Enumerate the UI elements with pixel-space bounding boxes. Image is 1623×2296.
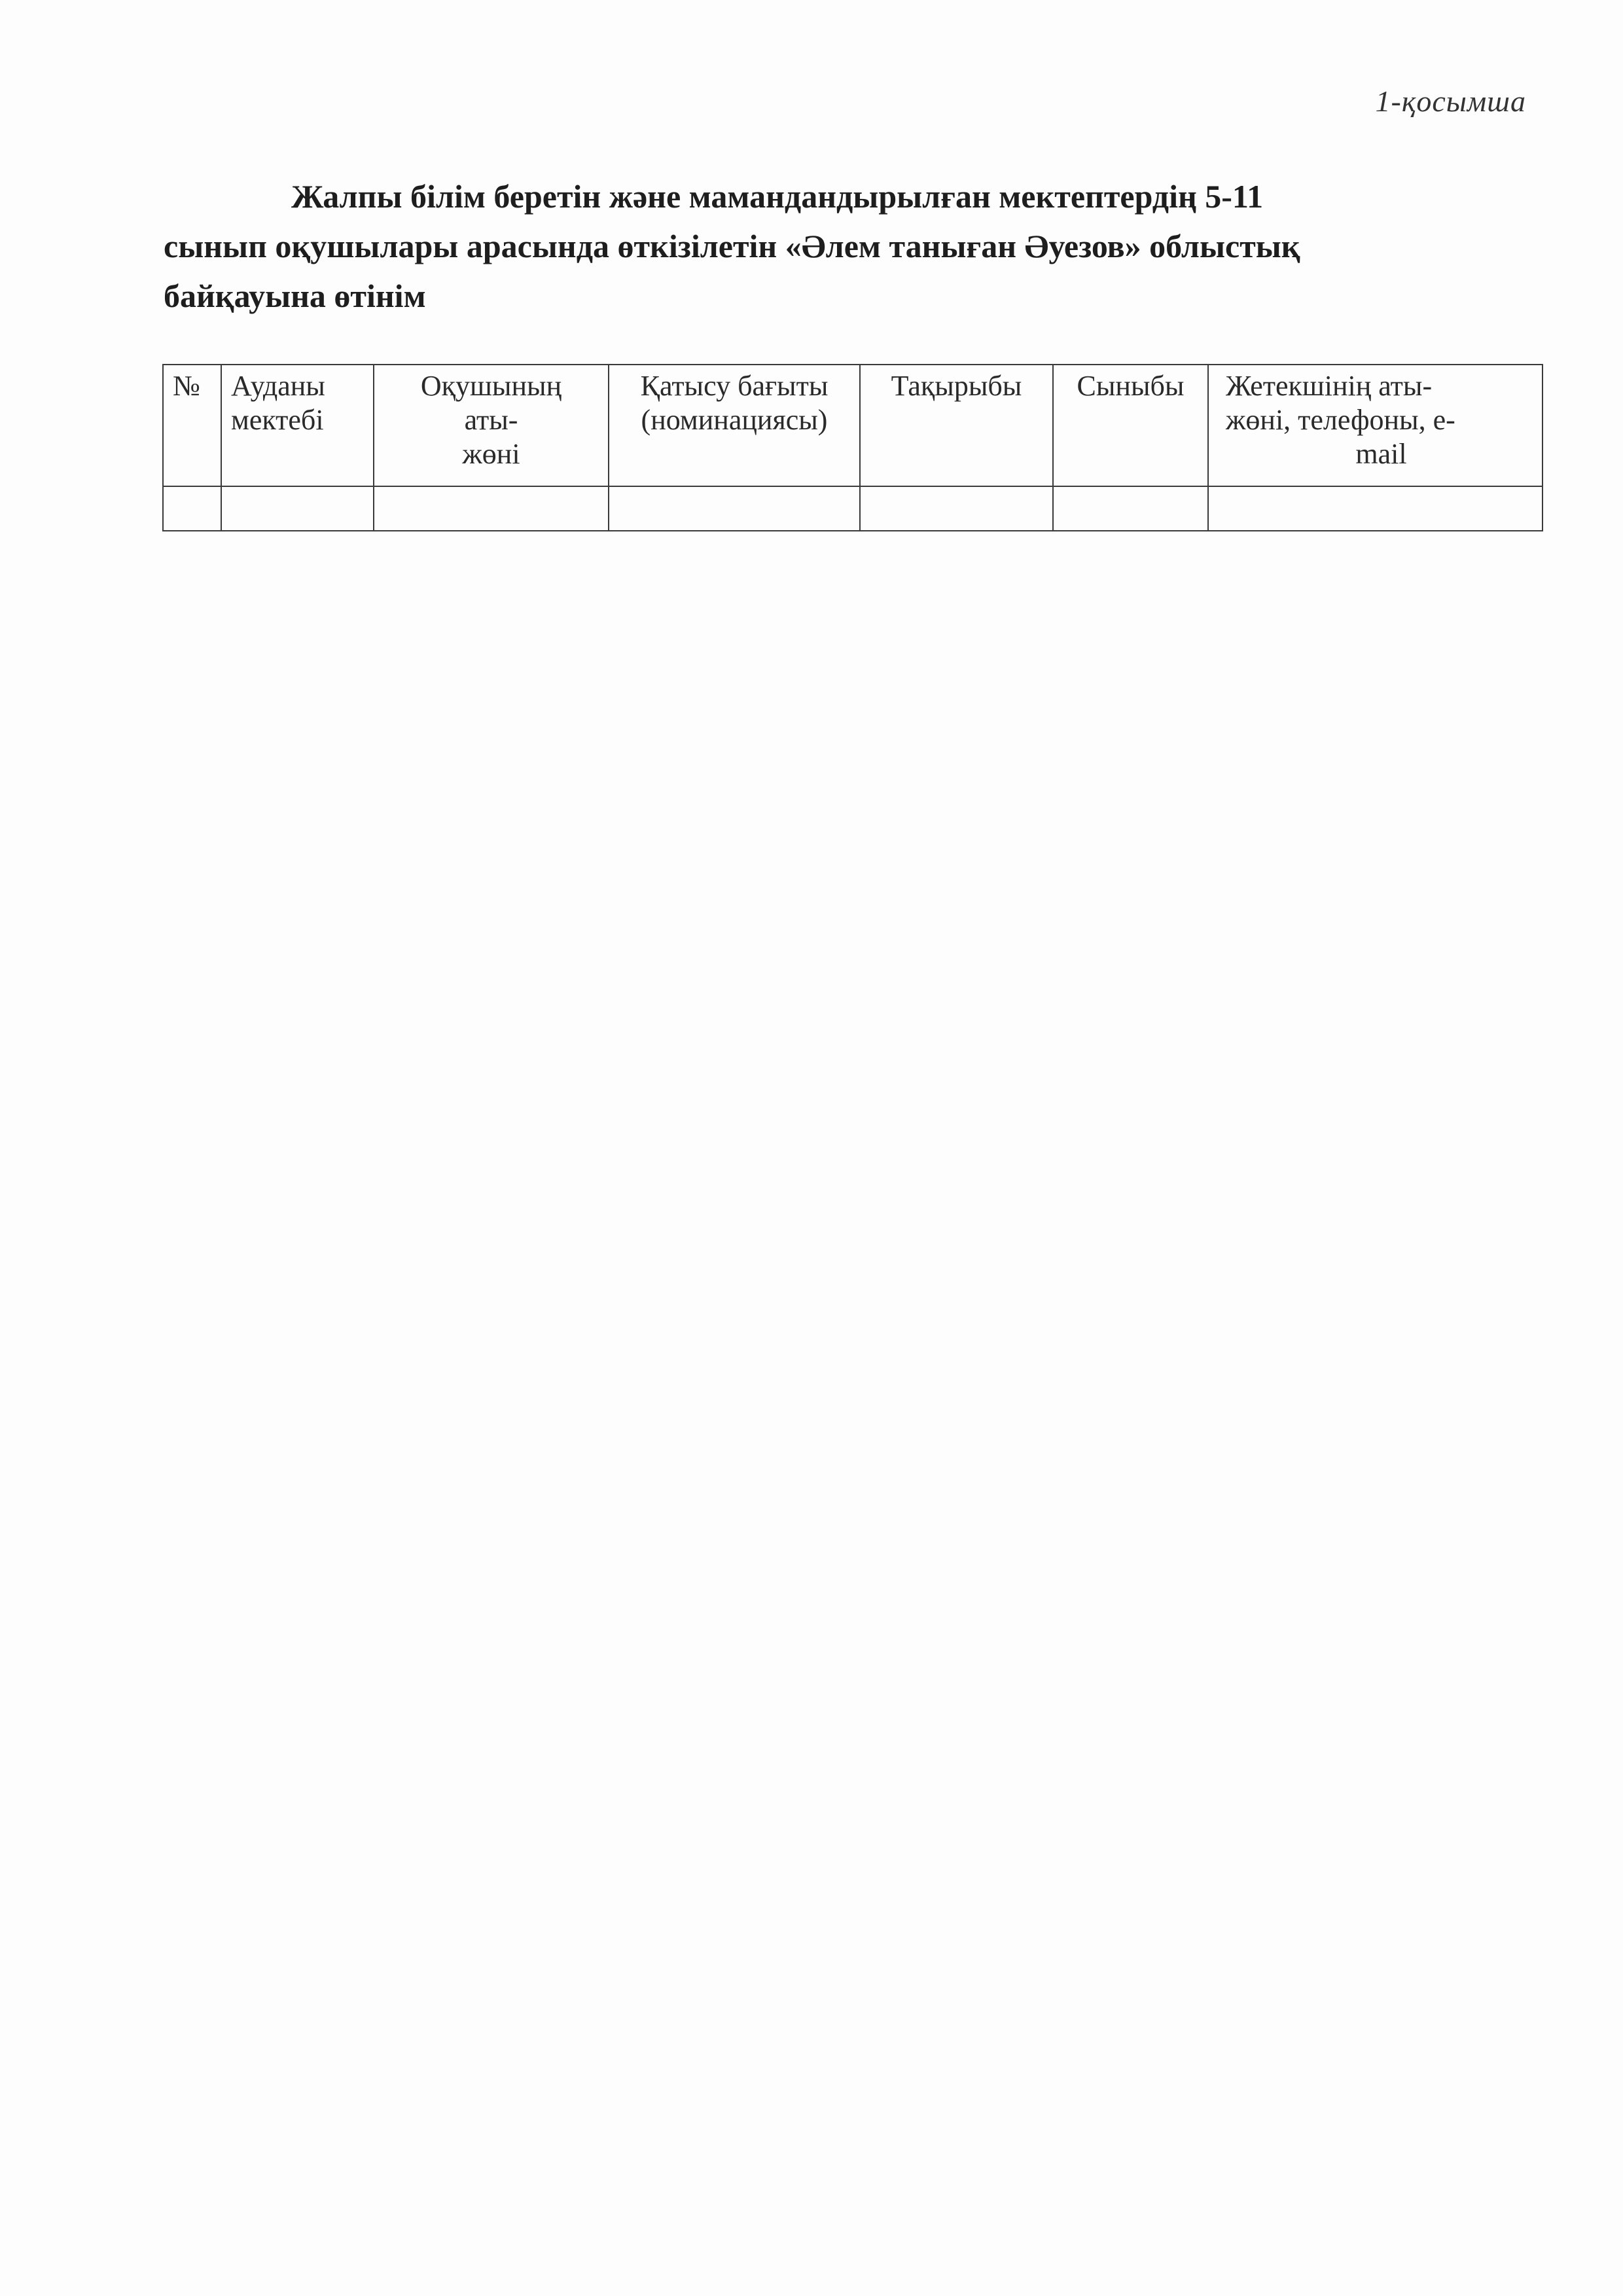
- column-header-district-school: Ауданы мектебі: [221, 365, 374, 486]
- application-table: [162, 364, 1543, 531]
- table-cell-district-school[interactable]: [221, 486, 374, 531]
- column-header-nomination: Қатысу бағыты (номинациясы): [609, 365, 860, 486]
- table-header-row: [163, 365, 1543, 486]
- column-header-topic: Тақырыбы: [860, 365, 1053, 486]
- column-header-grade: Сыныбы: [1053, 365, 1208, 486]
- column-header-supervisor: Жетекшінің аты- жөні, телефоны, e- mail: [1208, 365, 1543, 486]
- table-cell-student-name[interactable]: [374, 486, 609, 531]
- table-cell-nomination[interactable]: [609, 486, 860, 531]
- title-line-2: сынып оқушылары арасында өткізілетін «Әлем таныған Әуезов» облыстық: [164, 228, 1300, 264]
- document-title: [164, 171, 1512, 321]
- column-header-student-name: Оқушының аты- жөні: [374, 365, 609, 486]
- column-header-number: №: [163, 365, 221, 486]
- table-cell-supervisor[interactable]: [1208, 486, 1543, 531]
- table-row: [163, 486, 1543, 531]
- table-cell-number[interactable]: [163, 486, 221, 531]
- table-cell-topic[interactable]: [860, 486, 1053, 531]
- table-cell-grade[interactable]: [1053, 486, 1208, 531]
- title-line-3: байқауына өтінім: [164, 278, 426, 314]
- annex-label: 1-қосымша: [1375, 84, 1526, 118]
- title-line-1: Жалпы білім беретін және мамандандырылған мектептердің 5-11: [291, 178, 1264, 215]
